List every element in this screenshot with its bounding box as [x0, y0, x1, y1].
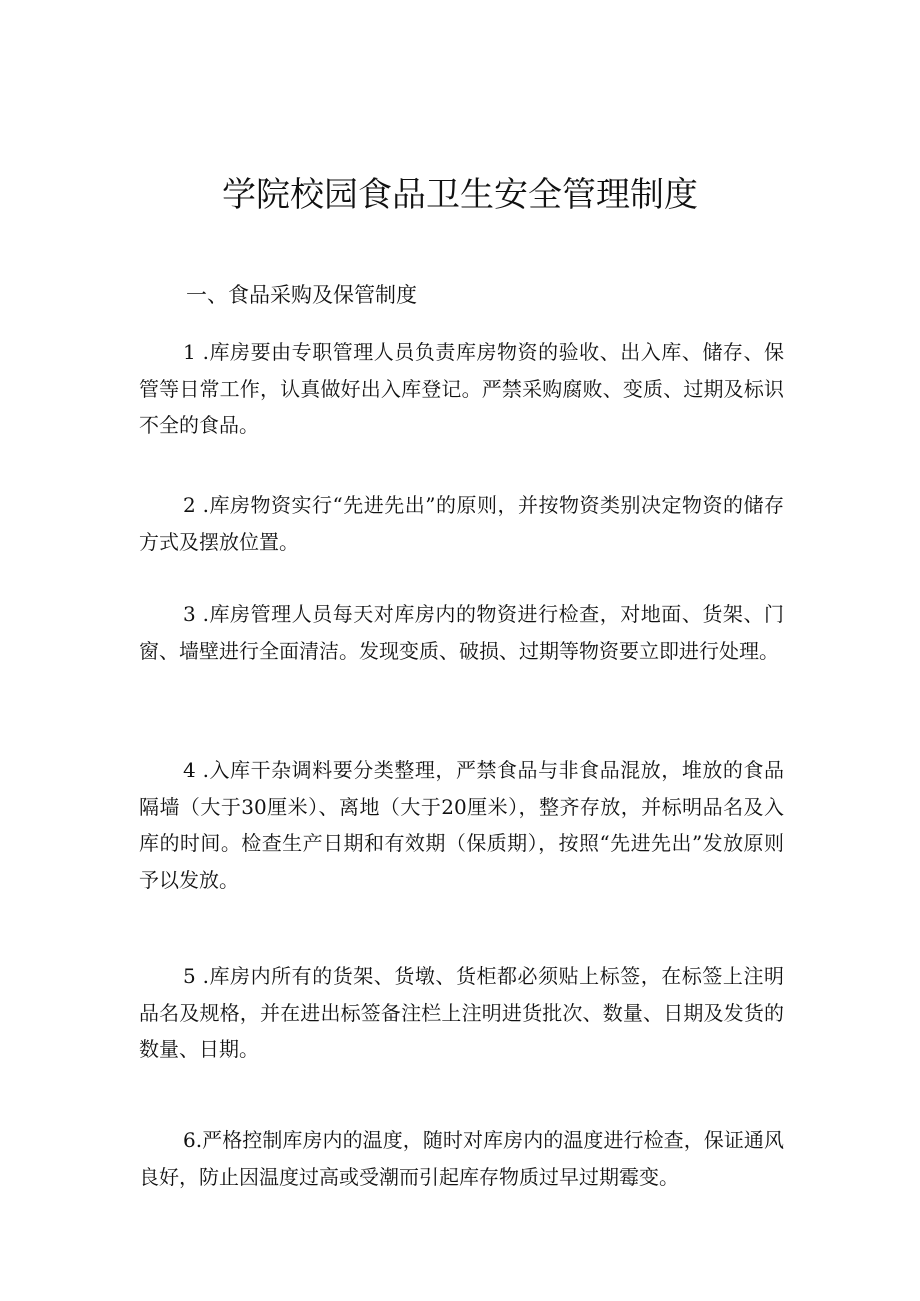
section-heading: 一、食品采购及保管制度 [186, 283, 417, 307]
paragraph-1: 1 .库房要由专职管理人员负责库房物资的验收、出入库、储存、保管等日常工作，认真做好出入库登记。严禁采购腐败、变质、过期及标识不全的食品。 [139, 340, 784, 437]
paragraph-2: 2 .库房物资实行“先进先出”的原则，并按物资类别决定物资的储存方式及摆放位置。 [139, 493, 784, 554]
paragraph-5: 5 .库房内所有的货架、货墩、货柜都必须贴上标签，在标签上注明品名及规格，并在进出标签备注栏上注明进货批次、数量、日期及发货的数量、日期。 [139, 964, 784, 1061]
paragraph-3: 3 .库房管理人员每天对库房内的物资进行检查，对地面、货架、门窗、墙壁进行全面清洁。发现变质、破损、过期等物资要立即进行处理。 [139, 602, 784, 663]
paragraph-6: 6.严格控制库房内的温度，随时对库房内的温度进行检查，保证通风良好，防止因温度过高或受潮而引起库存物质过早过期霉变。 [139, 1128, 784, 1189]
document-title: 学院校园食品卫生安全管理制度 [222, 175, 698, 215]
paragraph-4: 4 .入库干杂调料要分类整理，严禁食品与非食品混放，堆放的食品隔墙（大于30厘米）、离地（大于20厘米），整齐存放，并标明品名及入库的时间。检查生产日期和有效期（保质期），按照“先进先出”发放原则予以发放。 [139, 758, 784, 892]
